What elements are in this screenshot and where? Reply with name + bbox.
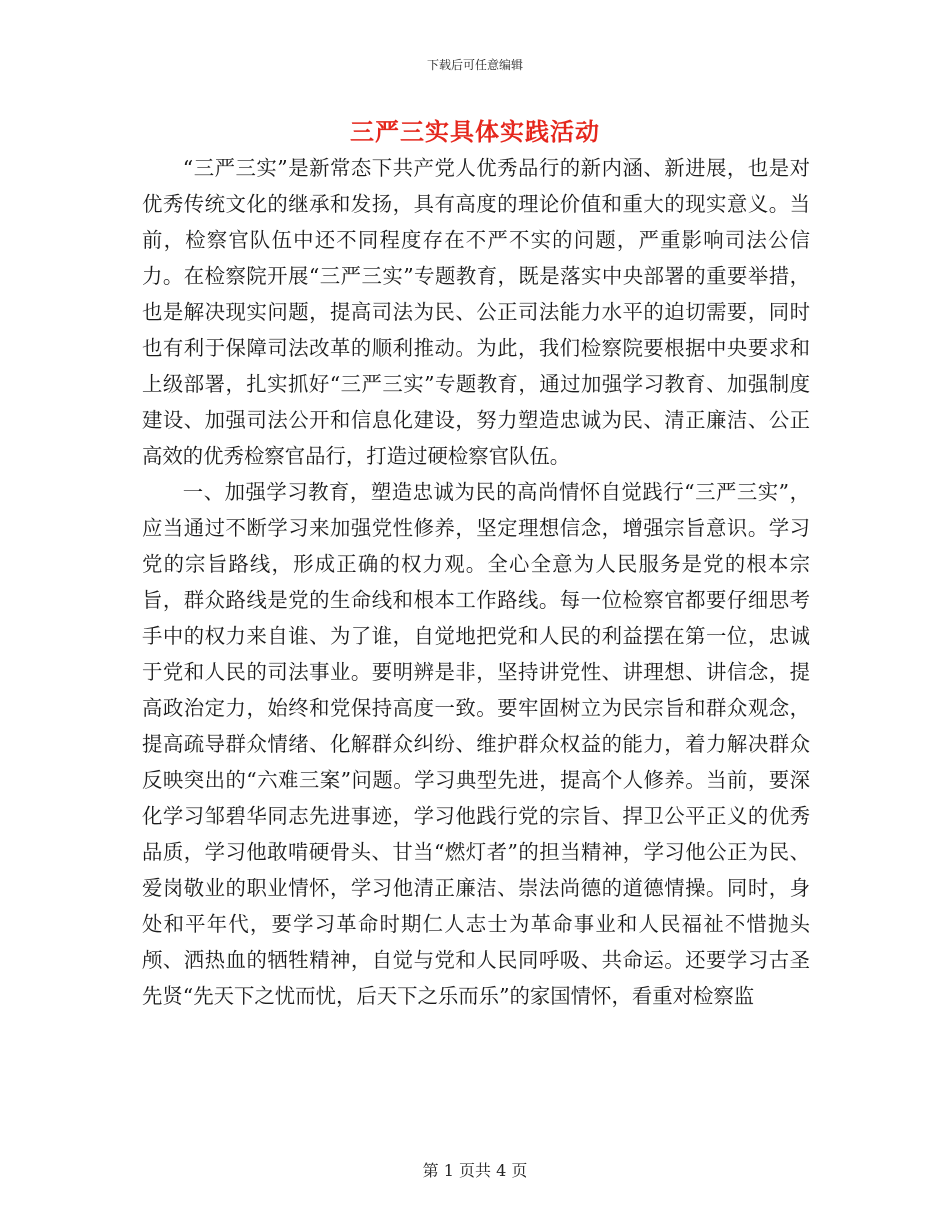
- paragraph-intro: “三严三实”是新常态下共产党人优秀品行的新内涵、新进展，也是对优秀传统文化的继承和发扬，具有高度的理论价值和重大的现实意义。当前，检察官队伍中还不同程度存在不严不实的问题，严重影响司法公信力。在检察院开展“三严三实”专题教育，既是落实中央部署的重要举措，也是解决现实问题，提高司法为民、公正司法能力水平的迫切需要，同时也有利于保障司法改革的顺利推动。为此，我们检察院要根据中央要求和上级部署，扎实抓好“三严三实”专题教育，通过加强学习教育、加强制度建设、加强司法公开和信息化建设，努力塑造忠诚为民、清正廉洁、公正高效的优秀检察官品行，打造过硬检察官队伍。: [142, 156, 810, 468]
- page-header: 下载后可任意编辑: [426, 58, 523, 72]
- document-title: 三严三实具体实践活动: [350, 118, 600, 146]
- paragraph-section-one: 一、加强学习教育，塑造忠诚为民的高尚情怀自觉践行“三严三实”，应当通过不断学习来加强党性修养，坚定理想信念，增强宗旨意识。学习党的宗旨路线，形成正确的权力观。全心全意为人民服务是党的根本宗旨，群众路线是党的生命线和根本工作路线。每一位检察官都要仔细思考手中的权力来自谁、为了谁，自觉地把党和人民的利益摆在第一位，忠诚于党和人民的司法事业。要明辨是非，坚持讲党性、讲理想、讲信念，提高政治定力，始终和党保持高度一致。要牢固树立为民宗旨和群众观念，提高疏导群众情绪、化解群众纠纷、维护群众权益的能力，着力解决群众反映突出的“六难三案”问题。学习典型先进，提高个人修养。当前，要深化学习邹碧华同志先进事迹，学习他践行党的宗旨、捍卫公平正义的优秀品质，学习他敢啃硬骨头、甘当“燃灯者”的担当精神，学习他公正为民、爱岗敬业的职业情怀，学习他清正廉洁、崇法尚德的道德情操。同时，身处和平年代，要学习革命时期仁人志士为革命事业和人民福祉不惜抛头颅、洒热血的牺牲精神，自觉与党和人民同呼吸、共命运。还要学习古圣先贤“先天下之忧而忧，后天下之乐而乐”的家国情怀，看重对检察监: [142, 480, 810, 1008]
- document-body: [142, 150, 810, 1014]
- page-footer: 第 1 页共 4 页: [422, 1161, 528, 1180]
